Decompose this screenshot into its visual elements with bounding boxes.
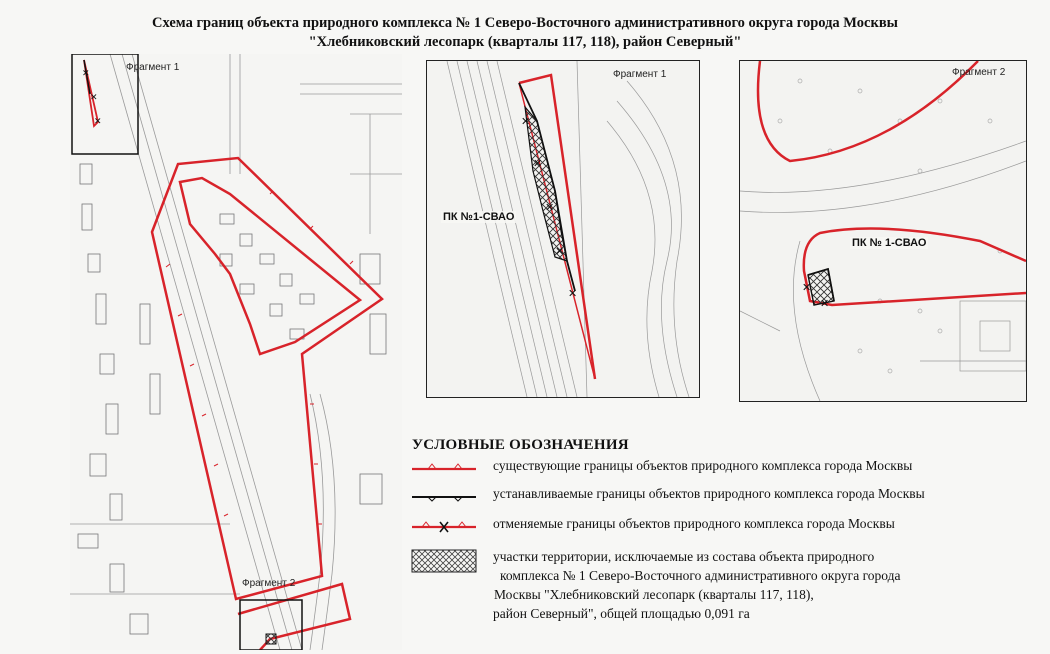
legend-excluded-line2: комплекса № 1 Северо-Восточного административного округа города xyxy=(500,568,901,583)
inset2-label: Фрагмент 2 xyxy=(952,67,1006,78)
inset1-linework xyxy=(447,61,689,397)
inset2-tree-markers xyxy=(778,79,1002,373)
legend-existing-symbol xyxy=(410,460,480,476)
legend-excluded-line1: участки территории, исключаемые из состава объекта природного xyxy=(493,549,875,564)
svg-text:✕: ✕ xyxy=(568,288,578,300)
legend-new-text: устанавливаемые границы объектов природного комплекса города Москвы xyxy=(493,486,925,501)
background-linework xyxy=(70,54,402,650)
inset-fragment2[interactable] xyxy=(739,60,1027,402)
svg-text:✕: ✕ xyxy=(820,298,830,310)
main-fragment2-label: Фрагмент 2 xyxy=(242,578,296,589)
inset-fragment1[interactable] xyxy=(426,60,700,398)
main-fragment1-label: Фрагмент 1 xyxy=(126,62,180,73)
main-map-canvas xyxy=(70,54,402,650)
inset1-object-label: ПК №1-СВАО xyxy=(443,211,515,223)
legend-excluded-symbol xyxy=(410,548,480,574)
legend-item-existing xyxy=(410,458,1030,478)
legend-item-excluded xyxy=(410,548,1030,630)
excluded-area-south xyxy=(266,634,276,644)
inset2-object-label: ПК № 1-СВАО xyxy=(852,237,927,249)
inner-boundary-main xyxy=(180,178,360,354)
main-map[interactable] xyxy=(70,54,402,650)
inset2-linework xyxy=(740,141,1026,401)
map-title-line1: Схема границ объекта природного комплекса № 1 Северо-Восточного административного округа города Москвы xyxy=(152,15,898,31)
svg-text:✕: ✕ xyxy=(521,116,531,128)
legend-title: УСЛОВНЫЕ ОБОЗНАЧЕНИЯ xyxy=(412,437,629,453)
svg-text:✕: ✕ xyxy=(82,68,90,78)
svg-text:✕: ✕ xyxy=(802,282,812,294)
legend-cancelled-symbol xyxy=(410,518,480,534)
legend-excluded-line3: Москвы "Хлебниковский лесопарк (кварталы 117, 118), xyxy=(494,587,814,602)
legend-item-new xyxy=(410,486,1030,506)
map-title-line2: "Хлебниковский лесопарк (кварталы 117, 118), район Северный" xyxy=(308,34,742,50)
legend-item-cancelled xyxy=(410,516,1030,536)
inset1-excluded-area xyxy=(525,107,567,261)
inset2-canvas xyxy=(740,61,1026,401)
svg-text:✕: ✕ xyxy=(545,202,555,214)
svg-text:✕: ✕ xyxy=(555,246,565,258)
svg-text:✕: ✕ xyxy=(533,158,543,170)
legend-existing-text: существующие границы объектов природного комплекса города Москвы xyxy=(493,458,913,473)
boundary-ticks xyxy=(166,191,353,524)
legend-cancelled-text: отменяемые границы объектов природного комплекса города Москвы xyxy=(493,516,895,531)
svg-text:✕: ✕ xyxy=(94,116,102,126)
map-title xyxy=(0,14,1050,52)
svg-text:✕: ✕ xyxy=(90,92,98,102)
legend-new-symbol xyxy=(410,488,480,504)
inset1-canvas xyxy=(427,61,699,397)
inset1-label: Фрагмент 1 xyxy=(613,69,667,80)
legend-excluded-line4: район Северный", общей площадью 0,091 га xyxy=(493,606,750,621)
inset2-existing-boundary-upper xyxy=(758,61,978,161)
buildings xyxy=(78,164,386,634)
